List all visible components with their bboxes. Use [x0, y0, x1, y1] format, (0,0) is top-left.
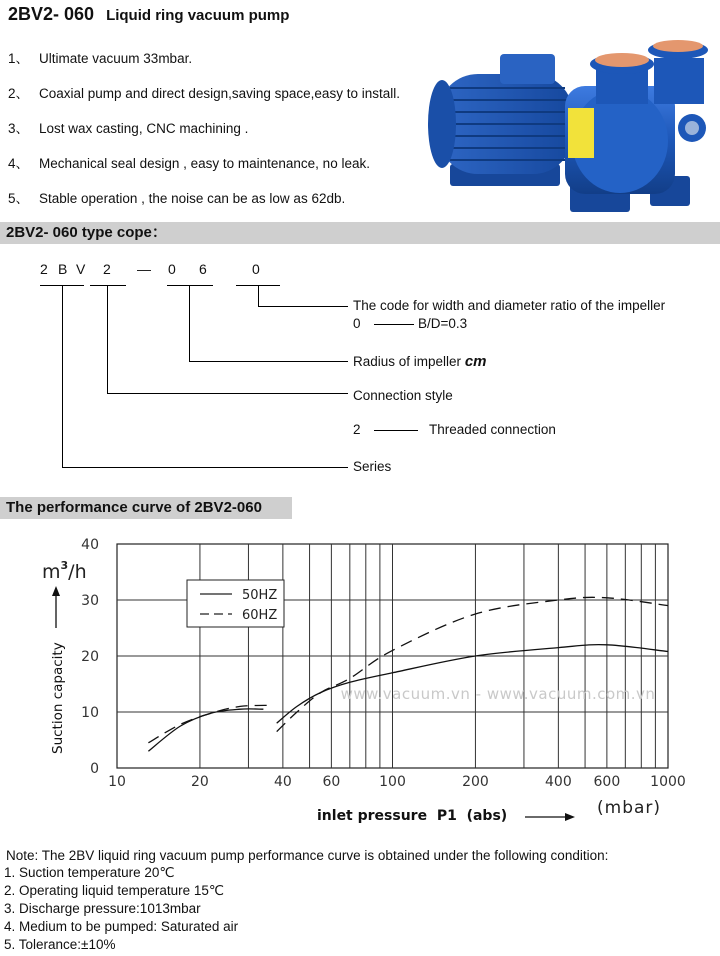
note-item: 5. Tolerance:±10%	[4, 937, 116, 952]
feature-item: 1、 Ultimate vacuum 33mbar.	[8, 51, 193, 66]
x-tick-label: 100	[379, 774, 406, 790]
product-name: Liquid ring vacuum pump	[106, 7, 290, 24]
y-axis-arrowhead	[52, 586, 60, 596]
leader-line	[189, 285, 190, 362]
y-axis-label: Suction capacity	[50, 642, 66, 754]
ratio-dash	[374, 324, 414, 325]
x-axis-label: inlet pressure P1 (abs)	[317, 808, 508, 824]
x-tick-labels	[108, 774, 686, 790]
x-tick-label: 1000	[650, 774, 686, 790]
x-tick-label: 20	[191, 774, 209, 790]
radius-unit: cm	[464, 353, 487, 370]
note-item: 3. Discharge pressure:1013mbar	[4, 901, 201, 916]
code-char: V	[76, 261, 86, 277]
pump-image	[420, 36, 718, 220]
connection-code: 2	[353, 422, 361, 437]
model-code: 2BV2- 060	[8, 4, 95, 24]
leader-line	[107, 393, 348, 394]
code-char: B	[58, 261, 68, 277]
feature-item: 2、 Coaxial pump and direct design,saving space,easy to install.	[8, 86, 400, 101]
y-tick-label: 30	[81, 593, 99, 609]
leader-line	[62, 467, 348, 468]
feature-item: 5、 Stable operation , the noise can be as low as 62db.	[8, 191, 346, 206]
y-tick-label: 0	[90, 761, 99, 777]
code-underline	[90, 285, 126, 286]
series-caption: Series	[353, 459, 392, 474]
type-code-heading: 2BV2- 060 type cope：	[0, 222, 720, 244]
x-tick-label: 600	[593, 774, 621, 790]
legend-label-60hz: 60HZ	[242, 608, 278, 623]
radius-caption: Radius of impeller cm	[353, 353, 487, 370]
x-axis-arrowhead	[565, 813, 575, 821]
leader-line	[258, 306, 348, 307]
note-intro: Note: The 2BV liquid ring vacuum pump performance curve is obtained under the following condition:	[6, 848, 609, 863]
impeller-ratio-caption: The code for width and diameter ratio of the impeller	[353, 298, 666, 313]
x-tick-label: 200	[462, 774, 489, 790]
chart-grid	[117, 544, 668, 768]
watermark: www.vacuum.vn - www.vacuum.com.vn	[340, 685, 656, 703]
page-title	[8, 4, 289, 25]
code-char: 0	[252, 261, 260, 277]
performance-chart	[0, 528, 720, 830]
connection-caption: Connection style	[353, 388, 453, 403]
connection-dash	[374, 430, 418, 431]
leader-line	[189, 361, 348, 362]
x-tick-label: 40	[273, 774, 292, 790]
y-tick-label: 40	[81, 537, 99, 553]
leader-line	[107, 285, 108, 394]
code-char: 2	[40, 261, 48, 277]
feature-item: 4、 Mechanical seal design , easy to maintenance, no leak.	[8, 156, 370, 171]
connection-value: Threaded connection	[429, 422, 556, 437]
code-char: 0	[168, 261, 176, 277]
ratio-value: B/D=0.3	[418, 316, 468, 331]
x-tick-label: 10	[108, 774, 126, 790]
x-tick-label: 400	[545, 774, 572, 790]
y-tick-label: 10	[81, 705, 99, 721]
series-line-60hz	[277, 597, 668, 731]
x-unit: (mbar)	[597, 798, 662, 818]
note-item: 4. Medium to be pumped: Saturated air	[4, 919, 239, 934]
legend-label-50hz: 50HZ	[242, 588, 278, 603]
performance-heading: The performance curve of 2BV2-060	[0, 497, 292, 519]
y-unit: $m^3/h$	[42, 559, 87, 583]
leader-line	[62, 285, 63, 468]
feature-item: 3、 Lost wax casting, CNC machining .	[8, 121, 249, 136]
note-item: 1. Suction temperature 20℃	[4, 865, 175, 880]
code-underline	[167, 285, 213, 286]
series-line-60hz	[148, 705, 270, 743]
code-char: —	[137, 261, 151, 277]
legend	[187, 580, 284, 627]
y-tick-label: 20	[81, 649, 99, 665]
ratio-code: 0	[353, 316, 361, 331]
code-char: 6	[199, 261, 207, 277]
note-item: 2. Operating liquid temperature 15℃	[4, 883, 225, 898]
x-tick-label: 60	[322, 774, 341, 790]
leader-line	[258, 285, 259, 307]
code-char: 2	[103, 261, 111, 277]
